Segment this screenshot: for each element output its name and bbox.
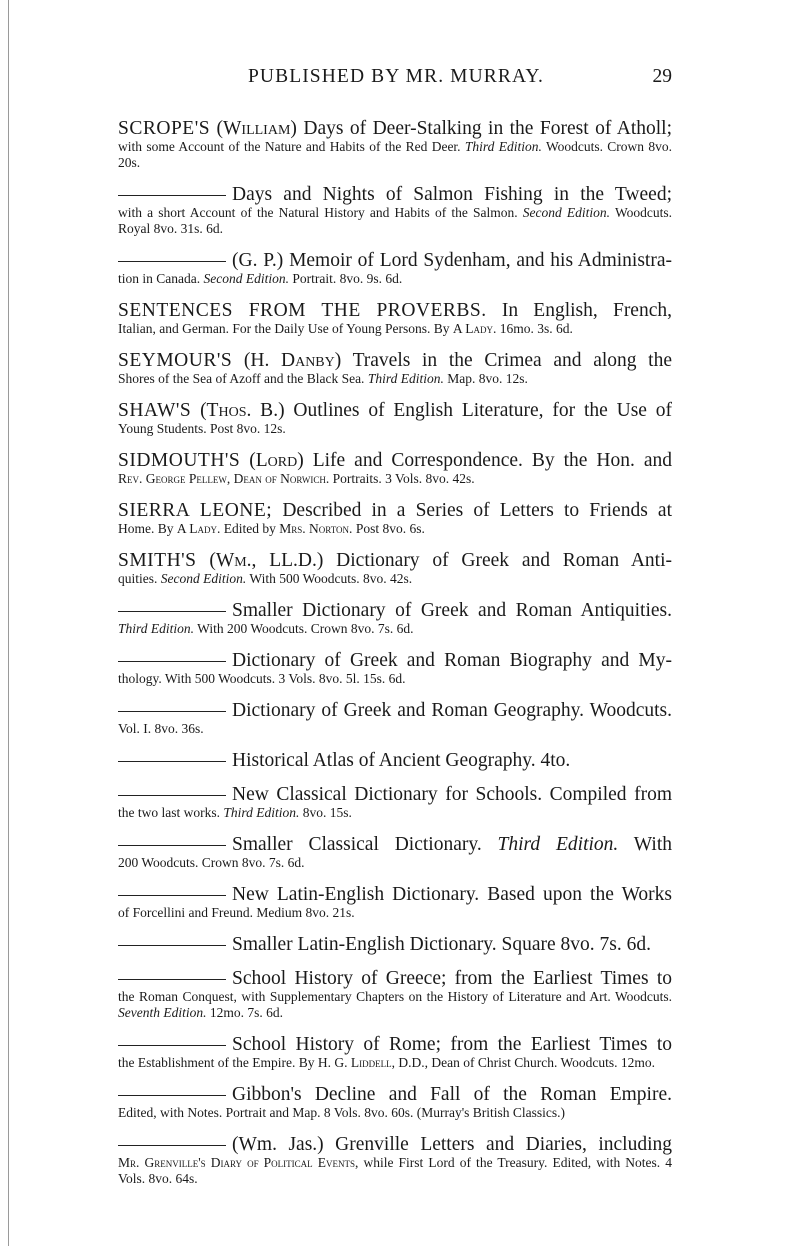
entry-details: Post 8vo. 6s. bbox=[355, 521, 425, 536]
entry-details: With 500 Woodcuts. 8vo. 42s. bbox=[249, 571, 413, 586]
entry-body: the two last works. bbox=[118, 805, 220, 820]
entry-body: tion in Canada. bbox=[118, 271, 201, 286]
ditto-dash bbox=[118, 945, 226, 946]
entry-title: Smaller Dictionary of Greek and Roman Antiquities. bbox=[232, 600, 672, 621]
entry-title: Days and Nights of Salmon Fishing in the Tweed; bbox=[232, 184, 672, 205]
entry-byline-pre: Edited by bbox=[223, 521, 276, 536]
ditto-dash bbox=[118, 845, 226, 846]
page-header bbox=[120, 60, 672, 90]
ditto-dash bbox=[118, 195, 226, 196]
entry-title: Historical Atlas of Ancient Geography. 4to. bbox=[232, 750, 571, 771]
entry-author: SCROPE'S bbox=[118, 118, 211, 139]
entry-body: with a short Account of the Natural History and Habits of the Salmon. bbox=[118, 205, 518, 220]
entry-details: Portraits. 3 Vols. 8vo. 42s. bbox=[332, 471, 475, 486]
entry-author: SEYMOUR'S bbox=[118, 350, 233, 371]
entry-details: With 200 Woodcuts. Crown 8vo. 7s. 6d. bbox=[197, 621, 414, 636]
entry-body: the Establishment of the Empire. By H. G. bbox=[118, 1055, 348, 1070]
entry-author-name: (H. Danby) bbox=[243, 350, 342, 371]
entry-details: Portrait. 8vo. 9s. 6d. bbox=[292, 271, 403, 286]
entry-details: Woodcuts. Royal 8vo. 31s. 6d. bbox=[118, 205, 673, 236]
entry-byline-editor: Mrs. Norton. bbox=[279, 521, 353, 536]
entry-author: SMITH'S bbox=[118, 550, 197, 571]
entry-title: (G. P.) Memoir of Lord Sydenham, and his Administra- bbox=[232, 250, 672, 271]
entry-edition: Seventh Edition. bbox=[118, 1005, 207, 1020]
entry-title: New Latin-English Dictionary. Based upon the Works bbox=[232, 884, 672, 905]
entry-byline: A Lady. bbox=[452, 321, 497, 336]
entry-details: 16mo. 3s. 6d. bbox=[499, 321, 573, 336]
entry-smith-history-greece bbox=[118, 968, 672, 1021]
entry-title-edition: Third Edition. bbox=[497, 834, 619, 855]
entry-title: Smaller Latin-English Dictionary. Square 8vo. 7s. 6d. bbox=[232, 934, 651, 955]
entry-body: Edited, with Notes. Portrait and Map. 8 Vols. 8vo. 60s. (Murray's British Classics.) bbox=[118, 1105, 566, 1120]
entry-shaw-literature bbox=[118, 400, 672, 437]
catalogue-entries bbox=[118, 118, 672, 1200]
entry-smith-latin-english bbox=[118, 884, 672, 921]
entry-seymour-crimea bbox=[118, 350, 672, 387]
entry-title: Travels in the Crimea and along the bbox=[352, 350, 672, 371]
ditto-dash bbox=[118, 611, 226, 612]
ditto-dash bbox=[118, 979, 226, 980]
entry-body: while First Lord of the Treasury. Edited, with Notes. 4 Vols. 8vo. 64s. bbox=[118, 1155, 672, 1186]
entry-sentences-proverbs bbox=[118, 300, 672, 337]
entry-title: New Classical Dictionary for Schools. Compiled from bbox=[232, 784, 672, 805]
entry-sidmouth-life bbox=[118, 450, 672, 487]
entry-body: quities. bbox=[118, 571, 158, 586]
entry-scrope-salmon-fishing bbox=[118, 184, 672, 237]
ditto-dash bbox=[118, 1095, 226, 1096]
entry-body: Vol. I. 8vo. 36s. bbox=[118, 721, 204, 736]
entry-author: SIDMOUTH'S bbox=[118, 450, 241, 471]
entry-smith-grenville bbox=[118, 1134, 672, 1187]
entry-scrope-sydenham bbox=[118, 250, 672, 287]
entry-author-name: (Lord) bbox=[249, 450, 304, 471]
entry-title: Days of Deer-Stalking in the Forest of Atholl; bbox=[303, 118, 672, 139]
entry-details: D.D., Dean of Christ Church. Woodcuts. 12mo. bbox=[398, 1055, 655, 1070]
entry-edition: Second Edition. bbox=[203, 271, 289, 286]
entry-edition: Third Edition. bbox=[464, 139, 542, 154]
entry-scrope-deer-stalking bbox=[118, 118, 672, 171]
entry-smith-atlas bbox=[118, 750, 672, 771]
entry-byline: Mr. Grenville's Diary of Political Events, bbox=[118, 1155, 359, 1170]
entry-byline: Rev. George Pellew, Dean of Norwich. bbox=[118, 471, 330, 486]
entry-smith-geography bbox=[118, 700, 672, 737]
entry-sierra-leone bbox=[118, 500, 672, 537]
entry-title-after: With bbox=[633, 834, 672, 855]
entry-body: thology. With 500 Woodcuts. 3 Vols. 8vo. 5l. 15s. 6d. bbox=[118, 671, 406, 686]
entry-edition: Third Edition. bbox=[118, 621, 195, 636]
page-number: 29 bbox=[652, 66, 672, 87]
entry-smith-smaller-latin bbox=[118, 934, 672, 955]
entry-title: School History of Rome; from the Earliest Times to bbox=[232, 1034, 672, 1055]
entry-body: with some Account of the Nature and Habits of the Red Deer. bbox=[118, 139, 461, 154]
entry-edition: Third Edition. bbox=[223, 805, 300, 820]
entry-title: Life and Correspondence. By the Hon. and bbox=[312, 450, 673, 471]
entry-details: Map. 8vo. 12s. bbox=[447, 371, 528, 386]
entry-details: 8vo. 15s. bbox=[302, 805, 352, 820]
entry-byline: A Lady. bbox=[176, 521, 221, 536]
entry-author-name: (William) bbox=[216, 118, 297, 139]
entry-body: Young Students. Post 8vo. 12s. bbox=[118, 421, 286, 436]
entry-body: the Roman Conquest, with Supplementary Chapters on the History of Literature and Art. Woodcuts. bbox=[118, 989, 672, 1004]
entry-body: Italian, and German. For the Daily Use of Young Persons. By bbox=[118, 321, 450, 336]
entry-byline: Liddell, bbox=[350, 1055, 395, 1070]
entry-title: Dictionary of Greek and Roman Geography. Woodcuts. bbox=[232, 700, 672, 721]
entry-title: Smaller Classical Dictionary. bbox=[232, 834, 482, 855]
entry-details: Woodcuts. Crown 8vo. 20s. bbox=[118, 139, 672, 170]
entry-author: SHAW'S bbox=[118, 400, 192, 421]
ditto-dash bbox=[118, 761, 226, 762]
ditto-dash bbox=[118, 1045, 226, 1046]
entry-body: Shores of the Sea of Azoff and the Black Sea. bbox=[118, 371, 365, 386]
entry-smith-history-rome bbox=[118, 1034, 672, 1071]
entry-smith-gibbon bbox=[118, 1084, 672, 1121]
entry-title: In English, French, bbox=[501, 300, 672, 321]
entry-author: SIERRA LEONE; bbox=[118, 500, 273, 521]
entry-smith-smaller-classical bbox=[118, 834, 672, 871]
entry-body: of Forcellini and Freund. Medium 8vo. 21s. bbox=[118, 905, 355, 920]
entry-title: (Wm. Jas.) Grenville Letters and Diaries, including bbox=[232, 1134, 672, 1155]
ditto-dash bbox=[118, 661, 226, 662]
entry-smith-biography bbox=[118, 650, 672, 687]
ditto-dash bbox=[118, 261, 226, 262]
ditto-dash bbox=[118, 1145, 226, 1146]
entry-edition: Third Edition. bbox=[367, 371, 444, 386]
ditto-dash bbox=[118, 711, 226, 712]
entry-title: Outlines of English Literature, for the Use of bbox=[293, 400, 673, 421]
entry-body: 200 Woodcuts. Crown 8vo. 7s. 6d. bbox=[118, 855, 305, 870]
entry-details: 12mo. 7s. 6d. bbox=[209, 1005, 283, 1020]
entry-author: SENTENCES FROM THE PROVERBS. bbox=[118, 300, 487, 321]
entry-edition: Second Edition. bbox=[160, 571, 247, 586]
running-head: PUBLISHED BY MR. MURRAY. bbox=[247, 66, 545, 87]
entry-title: Dictionary of Greek and Roman Anti- bbox=[336, 550, 672, 571]
ditto-dash bbox=[118, 795, 226, 796]
entry-title: Dictionary of Greek and Roman Biography and My- bbox=[232, 650, 672, 671]
entry-smith-smaller-antiquities bbox=[118, 600, 672, 637]
entry-title: Described in a Series of Letters to Friends at bbox=[282, 500, 672, 521]
entry-smith-new-classical bbox=[118, 784, 672, 821]
entry-smith-antiquities bbox=[118, 550, 672, 587]
entry-edition: Second Edition. bbox=[522, 205, 611, 220]
page-edge-line bbox=[8, 0, 9, 1246]
entry-title: School History of Greece; from the Earliest Times to bbox=[232, 968, 672, 989]
entry-author-name: (Thos. B.) bbox=[200, 400, 285, 421]
ditto-dash bbox=[118, 895, 226, 896]
entry-title: Gibbon's Decline and Fall of the Roman Empire. bbox=[232, 1084, 672, 1105]
entry-body: Home. By bbox=[118, 521, 174, 536]
entry-author-name: (Wm., LL.D.) bbox=[209, 550, 324, 571]
